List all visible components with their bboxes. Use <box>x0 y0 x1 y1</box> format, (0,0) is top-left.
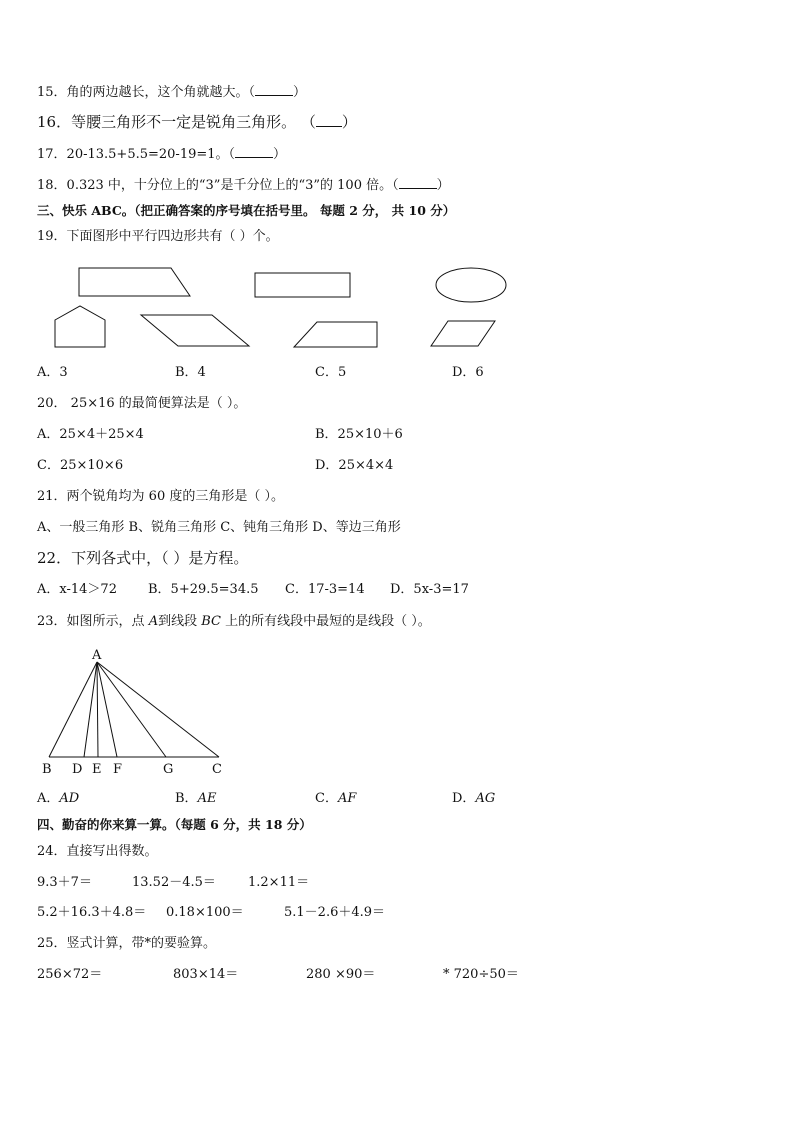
q23-option-a[interactable] <box>37 790 79 808</box>
question-22: 22．下列各式中，（ ）是方程。 <box>37 549 249 567</box>
question-17-close: ） <box>273 147 287 162</box>
q23-option-c[interactable] <box>315 790 356 808</box>
section-4-heading: 四、勤奋的你来算一算。（每题 6 分，共 18 分） <box>37 817 312 832</box>
q23-option-b[interactable] <box>175 790 216 808</box>
q23-option-b-prefix: B． <box>175 791 198 806</box>
q24-row2-item3: 5.1－2.6＋4.9＝ <box>284 905 386 920</box>
label-a: A <box>92 648 102 663</box>
question-23-segment: BC <box>201 614 221 629</box>
question-23-point: A <box>148 614 159 629</box>
label-d: D <box>72 762 83 777</box>
q23-option-d[interactable] <box>452 790 495 808</box>
q25-item1: 256×72＝ <box>37 967 103 982</box>
question-23-text-before: 23．如图所示，点 <box>37 614 149 629</box>
question-18-text: 18．0.323 中，十分位上的“3”是千分位上的“3”的 100 倍。（ <box>37 178 399 193</box>
question-15-text: 15．角的两边越长，这个角就越大。（ <box>37 85 256 100</box>
q22-option-c[interactable]: C．17-3=14 <box>285 582 365 597</box>
segment-ae <box>97 662 98 757</box>
q24-row1-item3: 1.2×11＝ <box>248 875 310 890</box>
question-17-text: 17．20-13.5+5.5=20-19=1。（ <box>37 147 236 162</box>
segment-ac <box>97 662 219 757</box>
question-15-close: ） <box>293 85 307 100</box>
q24-row2-item2: 0.18×100＝ <box>166 905 244 920</box>
q19-option-a[interactable]: A．3 <box>37 365 68 380</box>
question-21: 21．两个锐角均为 60 度的三角形是（ ）。 <box>37 489 284 504</box>
q23-option-b-value: AE <box>197 791 217 806</box>
q23-option-d-value: AG <box>475 791 496 806</box>
q25-item2: 803×14＝ <box>173 967 239 982</box>
q20-option-a[interactable]: A．25×4＋25×4 <box>37 427 144 442</box>
question-25: 25．竖式计算，带*的要验算。 <box>37 936 217 951</box>
question-23-text-mid: 到线段 <box>158 614 202 629</box>
question-23-text-after: 上的所有线段中最短的是线段（ ）。 <box>220 614 431 629</box>
q20-option-c[interactable]: C．25×10×6 <box>37 458 124 473</box>
q19-option-c[interactable]: C．5 <box>315 365 347 380</box>
question-16-close: ） <box>341 113 357 131</box>
q24-row2-item1: 5.2＋16.3＋4.8＝ <box>37 905 147 920</box>
question-18-close: ） <box>436 178 450 193</box>
label-c: C <box>212 762 222 777</box>
q22-option-d[interactable]: D．5x-3=17 <box>390 582 469 597</box>
q23-option-a-value: AD <box>59 791 80 806</box>
q22-option-a[interactable]: A．x-14＞72 <box>37 582 117 597</box>
q21-options[interactable]: A、一般三角形 B、锐角三角形 C、钝角三角形 D、等边三角形 <box>37 520 401 535</box>
q23-option-d-prefix: D． <box>452 791 476 806</box>
q20-option-b[interactable]: B．25×10＋6 <box>315 427 403 442</box>
q23-option-c-value: AF <box>337 791 357 806</box>
q22-option-b[interactable]: B．5+29.5=34.5 <box>148 582 259 597</box>
q24-row1-item2: 13.52－4.5＝ <box>132 875 216 890</box>
segment-ad <box>84 662 97 757</box>
q20-option-d[interactable]: D．25×4×4 <box>315 458 394 473</box>
question-16-text: 16．等腰三角形不一定是锐角三角形。 （ <box>37 113 316 131</box>
question-19: 19．下面图形中平行四边形共有（ ）个。 <box>37 229 279 244</box>
q25-item4: * 720÷50＝ <box>443 967 519 982</box>
q23-option-a-prefix: A． <box>37 791 60 806</box>
section-3-heading: 三、快乐 ABC。（把正确答案的序号填在括号里。 每题 2 分， 共 10 分） <box>37 203 456 218</box>
question-24: 24．直接写出得数。 <box>37 844 158 859</box>
q24-row1-item1: 9.3＋7＝ <box>37 875 92 890</box>
q19-option-b[interactable]: B．4 <box>175 365 206 380</box>
q19-option-d[interactable]: D．6 <box>452 365 484 380</box>
q25-item3: 280 ×90＝ <box>306 967 376 982</box>
label-f: F <box>113 762 123 777</box>
q23-option-c-prefix: C． <box>315 791 338 806</box>
label-b: B <box>42 762 52 777</box>
label-e: E <box>92 762 102 777</box>
question-20: 20． 25×16 的最简便算法是（ ）。 <box>37 396 247 411</box>
label-g: G <box>163 762 174 777</box>
segment-ab <box>49 662 97 757</box>
